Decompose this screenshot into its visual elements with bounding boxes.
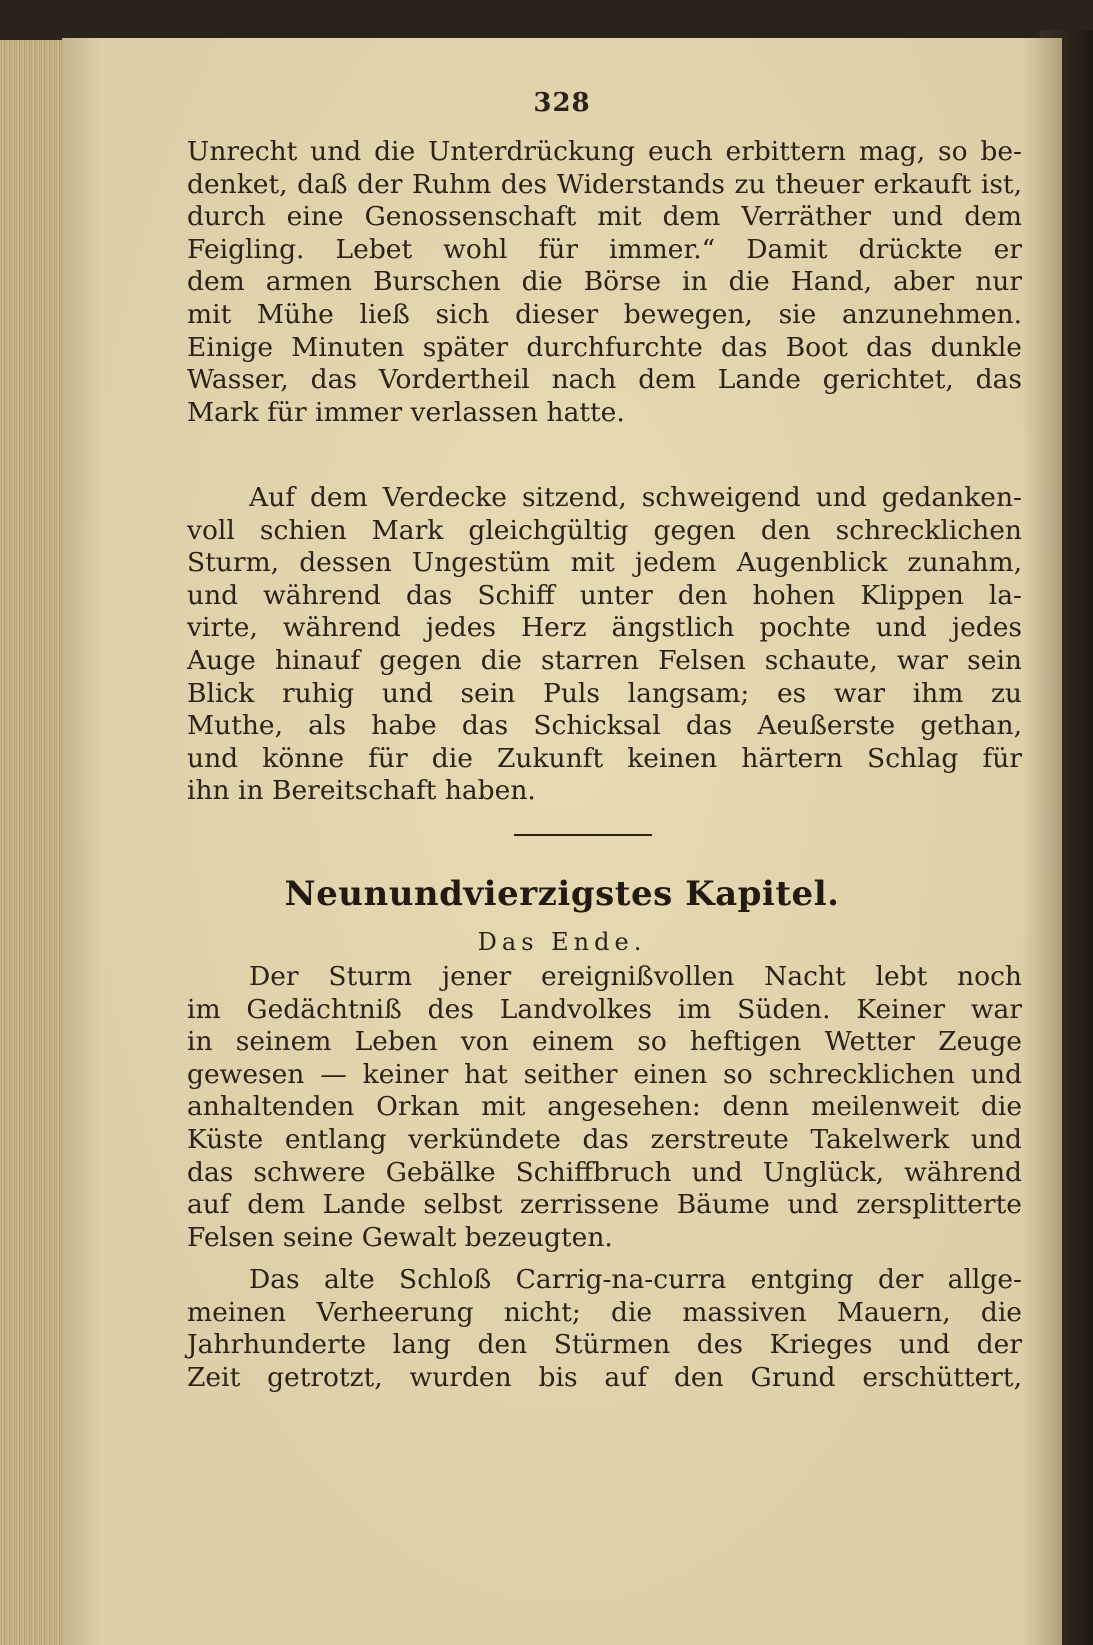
text-line: denket, daß der Ruhm des Widerstands zu theuer erkauft ist, (187, 168, 1022, 200)
paragraph (187, 482, 1022, 808)
text-line: anhaltenden Orkan mit angesehen: denn meilenweit die (187, 1091, 1022, 1123)
text-line: in seinem Leben von einem so heftigen Wetter Zeuge (187, 1026, 1022, 1058)
text-line: gewesen — keiner hat seither einen so schrecklichen und (187, 1058, 1022, 1090)
text-line: Jahrhunderte lang den Stürmen des Krieges und der (187, 1329, 1022, 1361)
paragraph (187, 1264, 1022, 1394)
paragraph (187, 961, 1022, 1254)
text-line: virte, während jedes Herz ängstlich pochte und jedes (187, 612, 1022, 644)
text-line: Felsen seine Gewalt bezeugten. (187, 1221, 613, 1253)
section-divider (514, 834, 652, 836)
chapter-title: Neunundvierzigstes Kapitel. (284, 874, 840, 914)
text-line: Der Sturm jener ereignißvollen Nacht lebt noch (249, 961, 1022, 992)
paragraph (187, 136, 1022, 429)
text-line: Das alte Schloß Carrig-na-curra entging der allge- (249, 1264, 1022, 1295)
chapter-subtitle: Das Ende. (477, 928, 647, 956)
text-line: durch eine Genossenschaft mit dem Verräther und dem (187, 201, 1022, 233)
text-line: meinen Verheerung nicht; die massiven Mauern, die (187, 1296, 1022, 1328)
text-line: und während das Schiff unter den hohen Klippen la- (187, 579, 1022, 611)
text-line: Muthe, als habe das Schicksal das Aeußerste gethan, (187, 710, 1022, 742)
text-line: mit Mühe ließ sich dieser bewegen, sie anzunehmen. (187, 298, 1022, 330)
text-line: Einige Minuten später durchfurchte das Boot das dunkle (187, 331, 1022, 363)
text-line: Feigling. Lebet wohl für immer.“ Damit drückte er (187, 233, 1022, 265)
text-line: Auge hinauf gegen die starren Felsen schaute, war sein (187, 644, 1022, 676)
text-line: Wasser, das Vordertheil nach dem Lande gerichtet, das (187, 364, 1022, 396)
text-line: Auf dem Verdecke sitzend, schweigend und gedanken- (249, 482, 1022, 513)
text-line: und könne für die Zukunft keinen härtern Schlag für (187, 742, 1022, 774)
text-line: Blick ruhig und sein Puls langsam; es war ihm zu (187, 677, 1022, 709)
page-edges (0, 40, 70, 1645)
text-line: im Gedächtniß des Landvolkes im Süden. Keiner war (187, 993, 1022, 1025)
text-line: ihn in Bereitschaft haben. (187, 775, 536, 807)
text-line: auf dem Lande selbst zerrissene Bäume und zersplitterte (187, 1189, 1022, 1221)
text-line: dem armen Burschen die Börse in die Hand, aber nur (187, 266, 1022, 298)
text-line: voll schien Mark gleichgültig gegen den schrecklichen (187, 514, 1022, 546)
text-line: Mark für immer verlassen hatte. (187, 396, 625, 428)
page-number: 328 (533, 88, 591, 118)
text-line: das schwere Gebälke Schiffbruch und Unglück, während (187, 1156, 1022, 1188)
text-line: Sturm, dessen Ungestüm mit jedem Augenblick zunahm, (187, 547, 1022, 579)
text-line: Zeit getrotzt, wurden bis auf den Grund erschüttert, (187, 1361, 1022, 1393)
text-line: Unrecht und die Unterdrückung euch erbittern mag, so be- (187, 136, 1022, 167)
text-line: Küste entlang verkündete das zerstreute Takelwerk und (187, 1123, 1022, 1155)
book-page (62, 38, 1062, 1645)
